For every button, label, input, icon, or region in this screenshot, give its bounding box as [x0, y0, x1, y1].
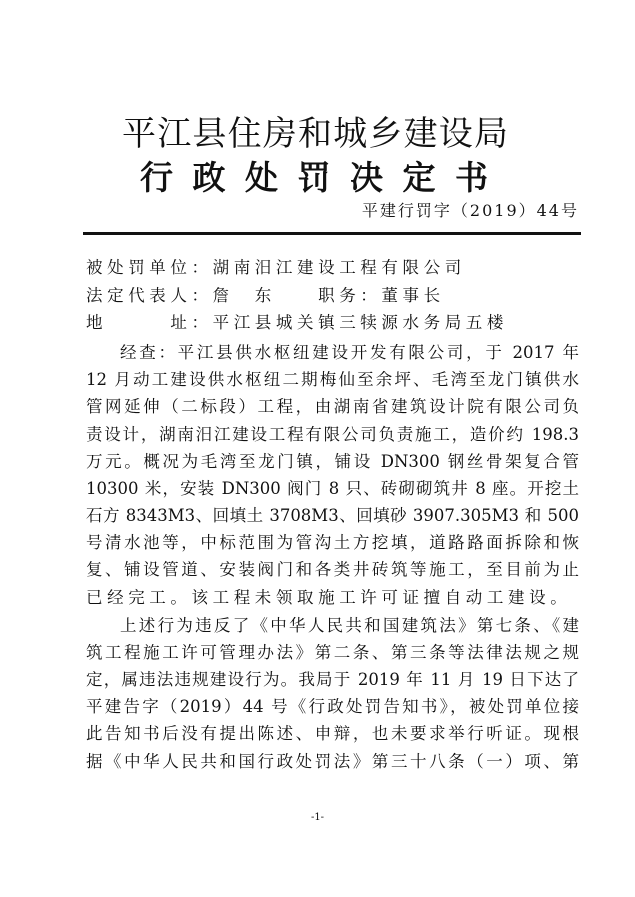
- penalized-party: 被处罚单位：湖南汨江建设工程有限公司: [86, 258, 466, 277]
- address: 地 址：平江县城关镇三犊源水务局五楼: [86, 313, 508, 332]
- body-line: 平建告字（2019）44 号《行政处罚告知书》，被处罚单位接: [86, 697, 579, 716]
- page-number: -1-: [310, 812, 325, 823]
- body-line: 万元。概况为毛湾至龙门镇，铺设 DN300 钢丝骨架复合管: [86, 452, 579, 471]
- body-line: 12 月动工建设供水枢纽二期梅仙至余坪、毛湾至龙门镇供水: [86, 370, 579, 389]
- body-line: 管网延伸（二标段）工程，由湖南省建筑设计院有限公司负: [86, 397, 579, 416]
- body-line: 经查：平江县供水枢纽建设开发有限公司，于 2017 年: [120, 343, 579, 362]
- document-title: 行政处罚决定书: [140, 158, 488, 197]
- legal-representative: 法定代表人：詹 东 职务：董事长: [86, 286, 445, 305]
- body-line: 责设计，湖南汨江建设工程有限公司负责施工，造价约 198.3: [86, 425, 579, 444]
- header-divider: [83, 232, 581, 235]
- body-line: 定，属违法违规建设行为。我局于 2019 年 11 月 19 日下达了: [86, 670, 579, 689]
- body-line: 此告知书后没有提出陈述、申辩，也未要求举行听证。现根: [86, 724, 579, 743]
- body-line: 上述行为违反了《中华人民共和国建筑法》第七条、《建: [120, 616, 579, 635]
- body-line: 据《中华人民共和国行政处罚法》第三十八条（一）项、第: [86, 752, 579, 771]
- issuing-organization: 平江县住房和城乡建设局: [122, 114, 508, 154]
- body-line: 石方 8343M3、回填土 3708M3、回填砂 3907.305M3 和 500: [86, 506, 579, 525]
- body-line: 已经完工。该工程未领取施工许可证擅自动工建设。: [86, 588, 572, 607]
- body-line: 10300 米，安装 DN300 阀门 8 只、砖砌砌筑井 8 座。开挖土: [86, 479, 579, 498]
- document-number: 平建行罚字（2019）44号: [361, 201, 579, 220]
- body-line: 号清水池等，中标范围为管沟土方挖填，道路路面拆除和恢: [86, 533, 579, 552]
- body-line: 复、铺设管道、安装阀门和各类井砖筑等施工，至目前为止: [86, 560, 579, 579]
- body-line: 筑工程施工许可管理办法》第二条、第三条等法律法规之规: [86, 643, 579, 662]
